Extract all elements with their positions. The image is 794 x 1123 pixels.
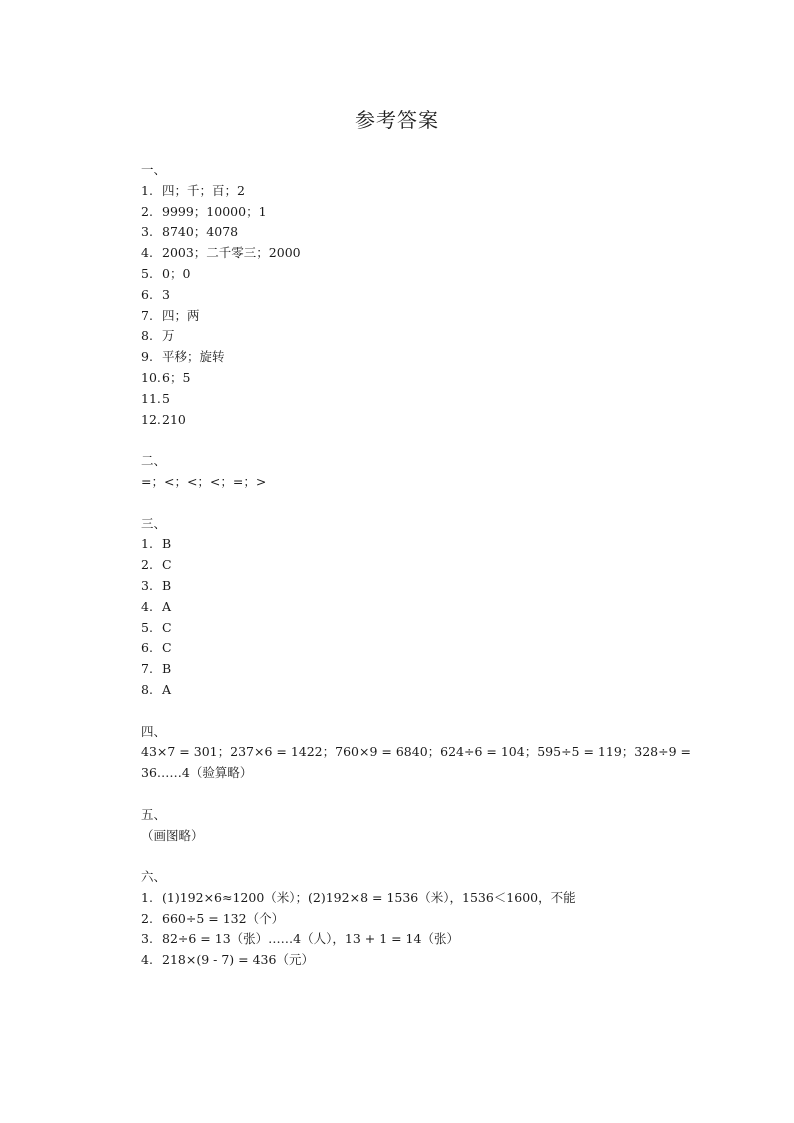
answer-line	[141, 534, 726, 555]
answer-line	[141, 659, 726, 680]
answer-line	[141, 181, 726, 202]
section-heading: 五、	[141, 806, 167, 822]
answer-line	[141, 285, 726, 306]
item-answer: 2003；二千零三；2000	[162, 245, 301, 261]
item-answer: 660÷5 = 132（个）	[162, 910, 285, 926]
item-answer: C	[162, 557, 172, 573]
section-drawing	[141, 805, 726, 847]
item-answer: 6；5	[162, 369, 191, 385]
item-answer: 四；千；百；2	[162, 182, 245, 198]
answer-line	[141, 680, 726, 701]
answer-line	[141, 264, 726, 285]
item-number: 5.	[141, 619, 153, 635]
item-answer: 210	[162, 411, 186, 427]
item-answer: C	[162, 640, 172, 656]
item-answer: 8740；4078	[162, 224, 239, 240]
answer-line	[141, 347, 726, 368]
item-number: 1.	[141, 536, 153, 552]
answer-line	[141, 306, 726, 327]
answer-content	[141, 160, 726, 992]
answer-line: 36……4（验算略）	[141, 765, 253, 781]
answer-line	[141, 389, 726, 410]
item-number: 8.	[141, 681, 153, 697]
item-number: 3.	[141, 577, 153, 593]
answer-line	[141, 950, 726, 971]
section-compare	[141, 451, 726, 493]
item-number: 4.	[141, 952, 153, 968]
answer-line	[141, 597, 726, 618]
item-answer: 5	[162, 390, 170, 406]
item-number: 11.	[141, 390, 161, 406]
item-number: 7.	[141, 307, 153, 323]
item-answer: A	[162, 681, 172, 697]
answer-line	[141, 888, 726, 909]
answer-line	[141, 555, 726, 576]
item-number: 2.	[141, 910, 153, 926]
answer-line	[141, 929, 726, 950]
answer-line	[141, 243, 726, 264]
item-answer: C	[162, 619, 172, 635]
section-choice	[141, 514, 726, 701]
item-number: 2.	[141, 203, 153, 219]
section-calculation	[141, 722, 726, 784]
item-answer: 平移；旋转	[162, 349, 225, 365]
item-answer: B	[162, 536, 172, 552]
item-number: 1.	[141, 182, 153, 198]
section-heading: 四、	[141, 723, 167, 739]
answer-line	[141, 618, 726, 639]
section-word-problems	[141, 867, 726, 971]
item-number: 6.	[141, 640, 153, 656]
answer-line	[141, 909, 726, 930]
item-number: 1.	[141, 889, 153, 905]
answer-line: 43×7 = 301；237×6 = 1422；760×9 = 6840；624÷6 = 104；595÷5 = 119；328÷9 =	[141, 744, 692, 760]
item-number: 8.	[141, 328, 153, 344]
item-number: 12.	[141, 411, 161, 427]
answer-line	[141, 638, 726, 659]
item-number: 3.	[141, 224, 153, 240]
item-number: 10.	[141, 369, 161, 385]
item-number: 7.	[141, 661, 153, 677]
answer-line	[141, 222, 726, 243]
section-heading: 一、	[141, 162, 167, 177]
item-answer: (1)192×6≈1200（米）；(2)192×8 = 1536（米），1536＜1600，不能	[162, 889, 576, 905]
item-answer: 9999；10000；1	[162, 203, 267, 219]
answer-line	[141, 368, 726, 389]
item-number: 6.	[141, 286, 153, 302]
answer-line	[141, 202, 726, 223]
item-answer: 0；0	[162, 265, 191, 281]
answer-line	[141, 576, 726, 597]
section-heading: 三、	[141, 515, 167, 531]
item-answer: A	[162, 598, 172, 614]
item-number: 9.	[141, 349, 153, 365]
answer-line: （画图略）	[141, 827, 204, 843]
section-heading: 二、	[141, 453, 167, 469]
item-answer: B	[162, 577, 172, 593]
item-number: 2.	[141, 557, 153, 573]
answer-line	[141, 410, 726, 431]
section-fill-in	[141, 160, 726, 430]
answer-line	[141, 326, 726, 347]
item-number: 4.	[141, 598, 153, 614]
item-answer: 3	[162, 286, 170, 302]
page-title: 参考答案	[355, 108, 439, 132]
item-number: 3.	[141, 931, 153, 947]
item-answer: 四；两	[162, 307, 200, 323]
item-number: 4.	[141, 245, 153, 261]
item-number: 5.	[141, 265, 153, 281]
item-answer: B	[162, 661, 172, 677]
item-answer: 82÷6 = 13（张）……4（人），13 + 1 = 14（张）	[162, 931, 459, 947]
item-answer: 万	[162, 328, 175, 344]
item-answer: 218×(9 - 7) = 436（元）	[162, 952, 314, 968]
answer-line: =；<；<；<；=；>	[141, 473, 267, 489]
section-heading: 六、	[141, 869, 167, 885]
